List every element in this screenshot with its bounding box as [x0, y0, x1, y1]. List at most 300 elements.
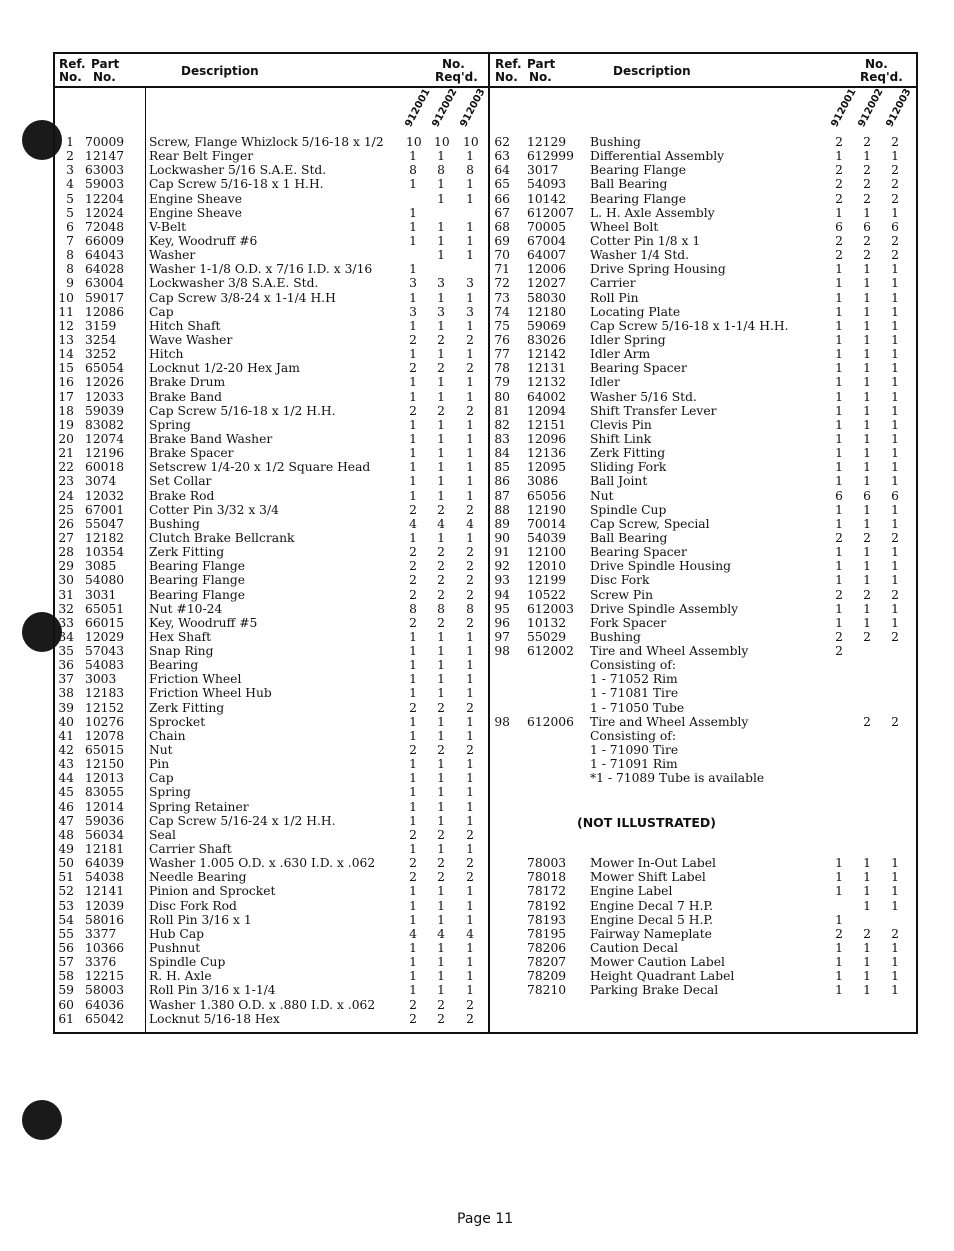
qty-912003-cell: 1 [891, 516, 899, 531]
qty-912003-cell: 1 [466, 460, 474, 475]
qty-912001-cell: 1 [409, 460, 417, 475]
ref-no-cell: 8 [66, 248, 74, 263]
description-cell: Set Collar [149, 474, 212, 489]
table-row [490, 757, 916, 771]
description-cell: Disc Fork [590, 573, 650, 588]
qty-912001-cell: 3 [409, 276, 417, 291]
qty-912002-cell: 1 [437, 446, 445, 461]
table-row [55, 460, 488, 474]
part-no-cell: 612007 [527, 205, 574, 220]
ref-no-cell: 44 [58, 771, 74, 786]
ref-no-cell: 28 [58, 545, 74, 560]
description-cell: Cap [149, 304, 174, 319]
qty-912001-cell: 1 [835, 446, 843, 461]
qty-912003-cell: 1 [891, 149, 899, 164]
part-no-cell: 12150 [85, 757, 125, 772]
table-row [55, 743, 488, 757]
qty-label-line2: Req'd. [860, 70, 903, 84]
part-no-cell: 12095 [527, 460, 567, 475]
qty-912001-cell: 1 [409, 813, 417, 828]
qty-912003-cell: 3 [466, 276, 474, 291]
ref-no-cell: 38 [58, 686, 74, 701]
qty-912003-cell: 1 [891, 870, 899, 885]
table-row [490, 800, 916, 814]
table-row [55, 616, 488, 630]
binder-hole-bottom [22, 1100, 62, 1140]
part-no-cell: 12006 [527, 262, 567, 277]
part-no-cell: 12026 [85, 375, 125, 390]
qty-912003-cell: 2 [466, 700, 474, 715]
qty-912003-cell: 1 [891, 205, 899, 220]
table-row [55, 913, 488, 927]
description-cell: Roll Pin [590, 290, 639, 305]
description-cell: Wave Washer [149, 332, 233, 347]
qty-912001-cell: 2 [409, 403, 417, 418]
part-no-cell: 12013 [85, 771, 125, 786]
ref-no-cell: 10 [58, 290, 74, 305]
qty-912003-cell: 1 [891, 361, 899, 376]
part-no-cell: 59039 [85, 403, 125, 418]
qty-912002-cell: 2 [863, 233, 871, 248]
ref-no-cell: 32 [58, 601, 74, 616]
table-row [55, 814, 488, 828]
qty-912003-cell: 1 [466, 488, 474, 503]
qty-912001-cell: 2 [409, 856, 417, 871]
table-row [55, 347, 488, 361]
table-row [55, 206, 488, 220]
qty-912001-cell: 1 [835, 205, 843, 220]
part-no-cell: 3376 [85, 955, 117, 970]
ref-no-cell: 58 [58, 969, 74, 984]
description-cell: Seal [149, 827, 176, 842]
qty-912003-cell: 2 [891, 530, 899, 545]
table-row [490, 715, 916, 729]
qty-912002-cell: 1 [437, 219, 445, 234]
description-cell: Zerk Fitting [149, 545, 225, 560]
ref-no-cell: 20 [58, 431, 74, 446]
ref-no-cell: 41 [58, 728, 74, 743]
qty-912002-cell: 2 [437, 743, 445, 758]
part-no-cell: 3031 [85, 587, 117, 602]
table-row [55, 220, 488, 234]
qty-912001-cell: 1 [409, 983, 417, 998]
description-cell: Hub Cap [149, 926, 205, 941]
table-row [55, 884, 488, 898]
qty-912003-cell: 1 [466, 686, 474, 701]
qty-912001-cell: 1 [835, 318, 843, 333]
part-no-label-line2: No. [93, 70, 116, 84]
part-no-cell: 3074 [85, 474, 117, 489]
table-row [490, 672, 916, 686]
qty-912003-cell: 1 [891, 290, 899, 305]
qty-912002-cell: 4 [437, 516, 445, 531]
ref-no-cell: 7 [66, 233, 74, 248]
qty-912001-cell: 1 [409, 417, 417, 432]
table-row [55, 757, 488, 771]
part-no-cell: 56034 [85, 827, 125, 842]
part-no-cell: 12078 [85, 728, 125, 743]
qty-912001-cell: 6 [835, 219, 843, 234]
qty-912001-cell: 1 [409, 941, 417, 956]
description-cell: Tire and Wheel Assembly [590, 714, 749, 729]
table-row [490, 248, 916, 262]
qty-912001-cell: 1 [409, 955, 417, 970]
ref-no-cell: 61 [58, 1011, 74, 1026]
table-row [490, 149, 916, 163]
part-no-cell: 54080 [85, 573, 125, 588]
part-no-cell: 612002 [527, 644, 574, 659]
qty-912001-cell: 2 [835, 530, 843, 545]
part-no-cell: 78192 [527, 898, 567, 913]
description-cell: Roll Pin 3/16 x 1-1/4 [149, 983, 276, 998]
qty-912003-cell: 1 [466, 629, 474, 644]
qty-912001-cell: 1 [835, 559, 843, 574]
table-row [55, 276, 488, 290]
part-no-cell: 10366 [85, 941, 125, 956]
description-cell: Screw, Flange Whizlock 5/16-18 x 1/2 [149, 135, 384, 149]
qty-912001-cell: 1 [409, 389, 417, 404]
ref-no-cell: 84 [494, 446, 510, 461]
description-cell: Ball Bearing [590, 177, 668, 192]
table-row [490, 729, 916, 743]
part-no-cell: 78193 [527, 912, 567, 927]
qty-912003-cell: 1 [891, 347, 899, 362]
qty-912002-cell: 1 [863, 389, 871, 404]
description-cell: Spring Retainer [149, 799, 249, 814]
qty-912002-cell: 1 [863, 955, 871, 970]
qty-912002-cell: 1 [863, 573, 871, 588]
qty-912002-cell: 1 [437, 488, 445, 503]
qty-912001-cell: 1 [835, 347, 843, 362]
ref-no-cell: 76 [494, 332, 510, 347]
qty-912001-cell: 1 [409, 262, 417, 277]
qty-912003-cell: 2 [466, 573, 474, 588]
qty-912001-cell: 1 [409, 219, 417, 234]
qty-912002-cell: 1 [437, 785, 445, 800]
ref-no-cell: 8 [66, 262, 74, 277]
qty-912002-cell: 1 [437, 714, 445, 729]
part-no-cell: 64043 [85, 248, 125, 263]
ref-no-cell: 64 [494, 163, 510, 178]
qty-912001-cell: 2 [835, 177, 843, 192]
description-cell: Screw Pin [590, 587, 654, 602]
qty-912003-cell: 2 [891, 191, 899, 206]
description-cell: Hitch [149, 347, 184, 362]
ref-no-cell: 5 [66, 205, 74, 220]
qty-912001-cell: 1 [409, 898, 417, 913]
table-row [55, 729, 488, 743]
ref-no-cell: 56 [58, 941, 74, 956]
ref-no-cell: 15 [58, 361, 74, 376]
qty-912003-cell: 2 [466, 502, 474, 517]
description-cell: Locating Plate [590, 304, 681, 319]
part-no-cell: 612006 [527, 714, 574, 729]
ref-no-cell: 6 [66, 219, 74, 234]
qty-912001-cell: 2 [835, 587, 843, 602]
qty-912002-cell: 1 [863, 304, 871, 319]
qty-912003-cell: 2 [466, 856, 474, 871]
ref-no-label-line1: Ref. [59, 57, 86, 71]
description-cell: Bearing Flange [149, 587, 246, 602]
description-cell: 1 - 71090 Tire [590, 743, 679, 758]
description-cell: Brake Drum [149, 375, 226, 390]
qty-912002-cell: 1 [437, 912, 445, 927]
ref-no-cell: 95 [494, 601, 510, 616]
qty-912003-cell: 1 [891, 446, 899, 461]
part-no-cell: 12196 [85, 446, 125, 461]
qty-912001-cell: 1 [409, 318, 417, 333]
qty-912003-cell: 1 [466, 785, 474, 800]
table-row [490, 630, 916, 644]
description-cell: Mower In-Out Label [590, 856, 716, 871]
qty-912002-cell: 2 [437, 856, 445, 871]
table-row [55, 489, 488, 503]
description-cell: Bearing Flange [590, 191, 687, 206]
qty-912002-cell: 1 [437, 375, 445, 390]
qty-912001-cell: 2 [409, 545, 417, 560]
description-cell: Bearing Spacer [590, 361, 687, 376]
part-no-cell: 64028 [85, 262, 125, 277]
part-no-cell: 78210 [527, 983, 567, 998]
qty-912001-cell: 1 [409, 728, 417, 743]
part-no-cell: 3254 [85, 332, 117, 347]
description-cell: Nut #10-24 [149, 601, 223, 616]
ref-no-cell: 62 [494, 135, 510, 149]
part-no-cell: 12132 [527, 375, 567, 390]
part-no-cell: 12152 [85, 700, 125, 715]
table-row [490, 531, 916, 545]
qty-912002-cell: 1 [863, 431, 871, 446]
ref-no-cell: 77 [494, 347, 510, 362]
qty-912002-cell: 2 [863, 714, 871, 729]
table-row [490, 559, 916, 573]
qty-912003-cell: 2 [891, 233, 899, 248]
part-no-cell: 12141 [85, 884, 125, 899]
ref-no-cell: 53 [58, 898, 74, 913]
description-cell: Friction Wheel [149, 672, 242, 687]
table-row [55, 927, 488, 941]
qty-912002-cell: 2 [863, 248, 871, 263]
table-row [490, 701, 916, 715]
description-cell: V-Belt [149, 219, 187, 234]
part-no-cell: 54038 [85, 870, 125, 885]
ref-no-cell: 93 [494, 573, 510, 588]
qty-912002-cell: 1 [437, 417, 445, 432]
description-cell: 1 - 71081 Tire [590, 686, 679, 701]
table-row [490, 785, 916, 799]
qty-912001-cell: 2 [835, 233, 843, 248]
description-cell: Drive Spindle Assembly [590, 601, 739, 616]
qty-912002-cell: 1 [437, 389, 445, 404]
table-row [55, 701, 488, 715]
table-row [55, 262, 488, 276]
qty-912002-cell: 2 [863, 135, 871, 149]
qty-912003-cell: 2 [466, 361, 474, 376]
table-row [55, 149, 488, 163]
qty-912001-cell: 1 [409, 149, 417, 164]
table-row [490, 418, 916, 432]
qty-912002-cell: 2 [437, 559, 445, 574]
description-cell: Idler [590, 375, 620, 390]
qty-912002-cell: 1 [437, 658, 445, 673]
qty-912002-cell: 2 [437, 700, 445, 715]
qty-912003-cell: 4 [466, 926, 474, 941]
qty-912003-cell: 1 [466, 658, 474, 673]
table-row [490, 658, 916, 672]
description-cell: Washer 1-1/8 O.D. x 7/16 I.D. x 3/16 [149, 262, 373, 277]
qty-912002-cell: 3 [437, 276, 445, 291]
qty-912002-cell: 1 [437, 629, 445, 644]
qty-912003-cell: 1 [891, 941, 899, 956]
qty-912003-cell: 2 [466, 1011, 474, 1026]
ref-no-cell: 81 [494, 403, 510, 418]
qty-912002-cell: 1 [437, 813, 445, 828]
qty-912002-cell: 2 [863, 587, 871, 602]
ref-no-cell: 90 [494, 530, 510, 545]
description-cell: Needle Bearing [149, 870, 247, 885]
part-no-cell: 12183 [85, 686, 125, 701]
description-cell: Consisting of: [590, 658, 676, 673]
description-cell: Bushing [590, 135, 641, 149]
ref-no-cell: 19 [58, 417, 74, 432]
qty-912001-cell: 10 [406, 135, 422, 149]
description-cell: Chain [149, 728, 186, 743]
ref-no-cell: 65 [494, 177, 510, 192]
qty-912003-cell: 2 [891, 587, 899, 602]
ref-no-cell: 22 [58, 460, 74, 475]
part-no-cell: 10354 [85, 545, 125, 560]
qty-912001-cell: 1 [409, 177, 417, 192]
qty-912001-cell: 1 [835, 262, 843, 277]
description-cell: 1 - 71050 Tube [590, 700, 685, 715]
description-cell: Engine Sheave [149, 205, 242, 220]
qty-912003-cell: 1 [466, 389, 474, 404]
qty-912001-cell: 2 [409, 573, 417, 588]
qty-912001-cell: 1 [835, 941, 843, 956]
qty-912002-cell: 1 [863, 516, 871, 531]
table-row [55, 828, 488, 842]
qty-912003-cell: 2 [891, 629, 899, 644]
part-no-cell: 65042 [85, 1011, 125, 1026]
table-row [490, 347, 916, 361]
qty-912002-cell: 1 [437, 757, 445, 772]
part-no-cell: 12033 [85, 389, 125, 404]
ref-no-cell: 98 [494, 714, 510, 729]
qty-912001-cell: 1 [409, 233, 417, 248]
ref-no-cell: 72 [494, 276, 510, 291]
qty-912001-cell: 1 [409, 375, 417, 390]
description-cell: Parking Brake Decal [590, 983, 719, 998]
ref-no-cell: 47 [58, 813, 74, 828]
ref-no-cell: 12 [58, 318, 74, 333]
qty-912002-cell: 1 [863, 375, 871, 390]
table-row [55, 559, 488, 573]
part-no-cell: 12131 [527, 361, 567, 376]
qty-912003-cell: 1 [466, 290, 474, 305]
description-cell: Lockwasher 5/16 S.A.E. Std. [149, 163, 327, 178]
qty-label-line1: No. [442, 57, 465, 71]
model-number: 912003 [458, 86, 488, 129]
table-row [55, 361, 488, 375]
part-no-cell: 78207 [527, 955, 567, 970]
qty-912002-cell: 1 [437, 460, 445, 475]
qty-912002-cell: 1 [863, 474, 871, 489]
model-number: 912002 [430, 86, 460, 129]
not-illustrated-heading: (NOT ILLUSTRATED) [577, 815, 716, 830]
qty-912002-cell: 1 [437, 799, 445, 814]
qty-912002-cell: 1 [863, 205, 871, 220]
qty-912002-cell: 1 [437, 149, 445, 164]
part-no-cell: 12096 [527, 431, 567, 446]
description-cell: Differential Assembly [590, 149, 725, 164]
table-row [490, 983, 916, 997]
table-row [490, 545, 916, 559]
model-number: 912002 [856, 86, 886, 129]
ref-no-cell: 51 [58, 870, 74, 885]
qty-912003-cell: 1 [891, 403, 899, 418]
qty-912002-cell: 1 [863, 941, 871, 956]
table-row [55, 644, 488, 658]
part-no-cell: 3377 [85, 926, 117, 941]
qty-912003-cell: 1 [466, 912, 474, 927]
description-cell: Hitch Shaft [149, 318, 221, 333]
qty-912003-cell: 1 [891, 545, 899, 560]
ref-no-cell: 55 [58, 926, 74, 941]
parts-list-left-column [55, 54, 490, 1032]
description-cell: Bushing [149, 516, 200, 531]
qty-912002-cell: 1 [863, 347, 871, 362]
qty-912003-cell: 1 [466, 955, 474, 970]
qty-912002-cell: 2 [437, 587, 445, 602]
qty-912002-cell: 1 [863, 262, 871, 277]
qty-912002-cell: 1 [437, 233, 445, 248]
description-cell: Brake Rod [149, 488, 215, 503]
part-no-cell: 55047 [85, 516, 125, 531]
table-row [490, 291, 916, 305]
qty-912002-cell: 1 [863, 276, 871, 291]
qty-912003-cell: 1 [466, 771, 474, 786]
table-row [55, 517, 488, 531]
description-cell: Sprocket [149, 714, 206, 729]
part-no-cell: 64002 [527, 389, 567, 404]
model-number: 912001 [829, 86, 859, 129]
qty-912002-cell: 1 [863, 417, 871, 432]
qty-912002-cell: 1 [437, 431, 445, 446]
part-no-cell: 66015 [85, 615, 125, 630]
table-row [55, 474, 488, 488]
qty-912001-cell: 4 [409, 516, 417, 531]
ref-no-cell: 68 [494, 219, 510, 234]
ref-no-cell: 9 [66, 276, 74, 291]
table-row [490, 361, 916, 375]
ref-no-cell: 94 [494, 587, 510, 602]
qty-912002-cell: 1 [863, 446, 871, 461]
qty-912002-cell: 2 [437, 545, 445, 560]
qty-912001-cell: 2 [409, 700, 417, 715]
ref-no-cell: 11 [58, 304, 74, 319]
qty-912003-cell: 1 [466, 672, 474, 687]
part-no-cell: 60018 [85, 460, 125, 475]
table-row [490, 899, 916, 913]
table-row [490, 333, 916, 347]
qty-912002-cell: 1 [863, 856, 871, 871]
table-row [490, 305, 916, 319]
table-row [55, 248, 488, 262]
model-numbers [403, 86, 488, 136]
qty-912003-cell: 1 [891, 884, 899, 899]
part-no-cell: 65051 [85, 601, 125, 616]
table-row [490, 474, 916, 488]
